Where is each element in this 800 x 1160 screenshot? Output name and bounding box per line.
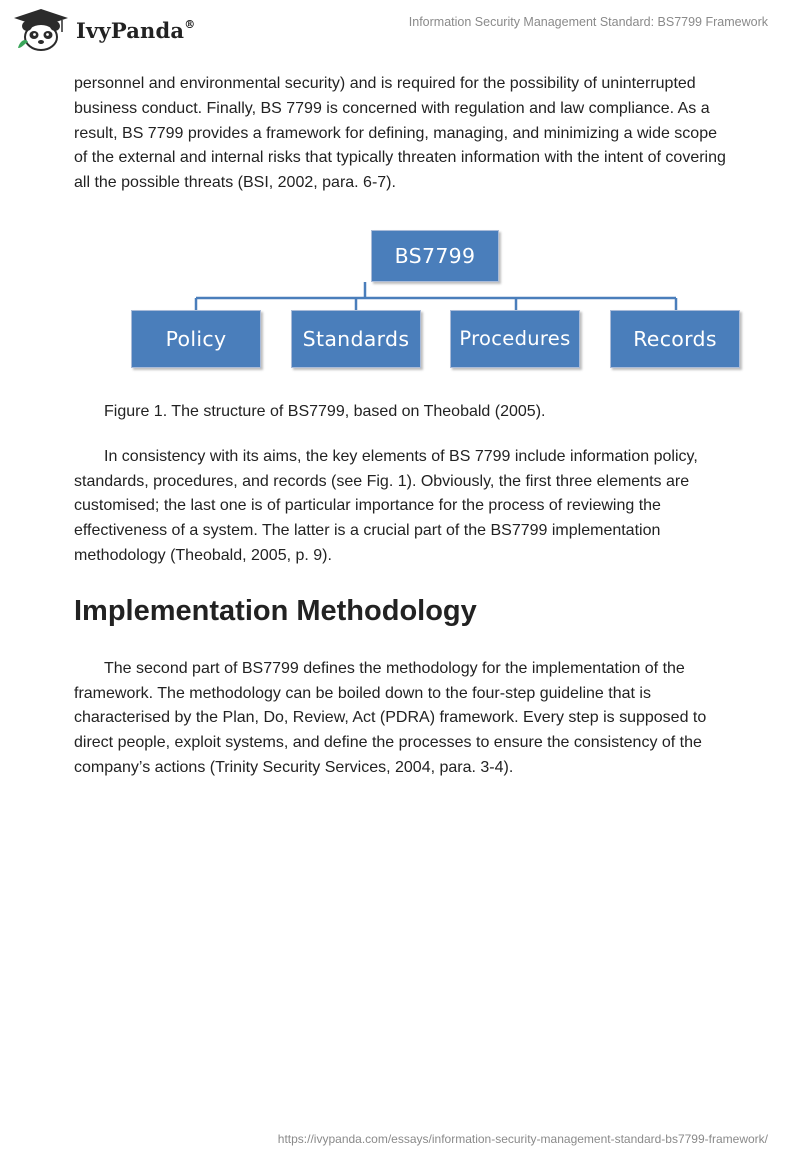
bs7799-structure-diagram (74, 220, 734, 380)
ivypanda-logo[interactable] (12, 8, 195, 52)
body-paragraph: In consistency with its aims, the key elements of BS 7799 include information policy, standards, procedures, and records (see Fig. 1). Obviously, the first three elements are customised; the last one is of particular importance for the process of reviewing the effectiveness of a system. The latter is a crucial part of the BS7799 implementation methodology (Theobald, 2005, p. 9). (74, 447, 698, 564)
body-paragraph: The second part of BS7799 defines the methodology for the implementation of the framework. The methodology can be boiled down to the four-step guideline that is characterised by the Plan, Do, Review, Act (PDRA) framework. Every step is supposed to direct people, exploit systems, and define the processes to ensure the consistency of the company’s actions (Trinity Security Services, 2004, para. 3-4). (74, 659, 707, 776)
document-title: Information Security Management Standard: BS7799 Framework (408, 15, 768, 29)
diagram-node-policy: Policy (131, 310, 261, 368)
source-url[interactable]: https://ivypanda.com/essays/information-security-management-standard-bs7799-framework/ (277, 1132, 768, 1146)
figure-caption: Figure 1. The structure of BS7799, based on Theobald (2005). (104, 402, 546, 420)
diagram-node-root: BS7799 (371, 230, 499, 282)
body-paragraph: personnel and environmental security) and is required for the possibility of uninterrupted business conduct. Finally, BS 7799 is concerned with regulation and law compliance. As a result, BS 7799 provides a framework for defining, managing, and minimizing a wide scope of the external and internal risks that typically threaten information with the intent of covering all the possible threats (BSI, 2002, para. 6-7). (74, 75, 726, 192)
page-header (0, 0, 800, 64)
panda-graduate-icon (12, 8, 70, 52)
diagram-node-standards: Standards (291, 310, 421, 368)
diagram-node-procedures: Procedures (450, 310, 580, 368)
diagram-node-records: Records (610, 310, 740, 368)
section-heading: Implementation Methodology (74, 594, 477, 627)
article-body (74, 72, 734, 781)
logo-wordmark: IvyPanda® (76, 17, 196, 43)
